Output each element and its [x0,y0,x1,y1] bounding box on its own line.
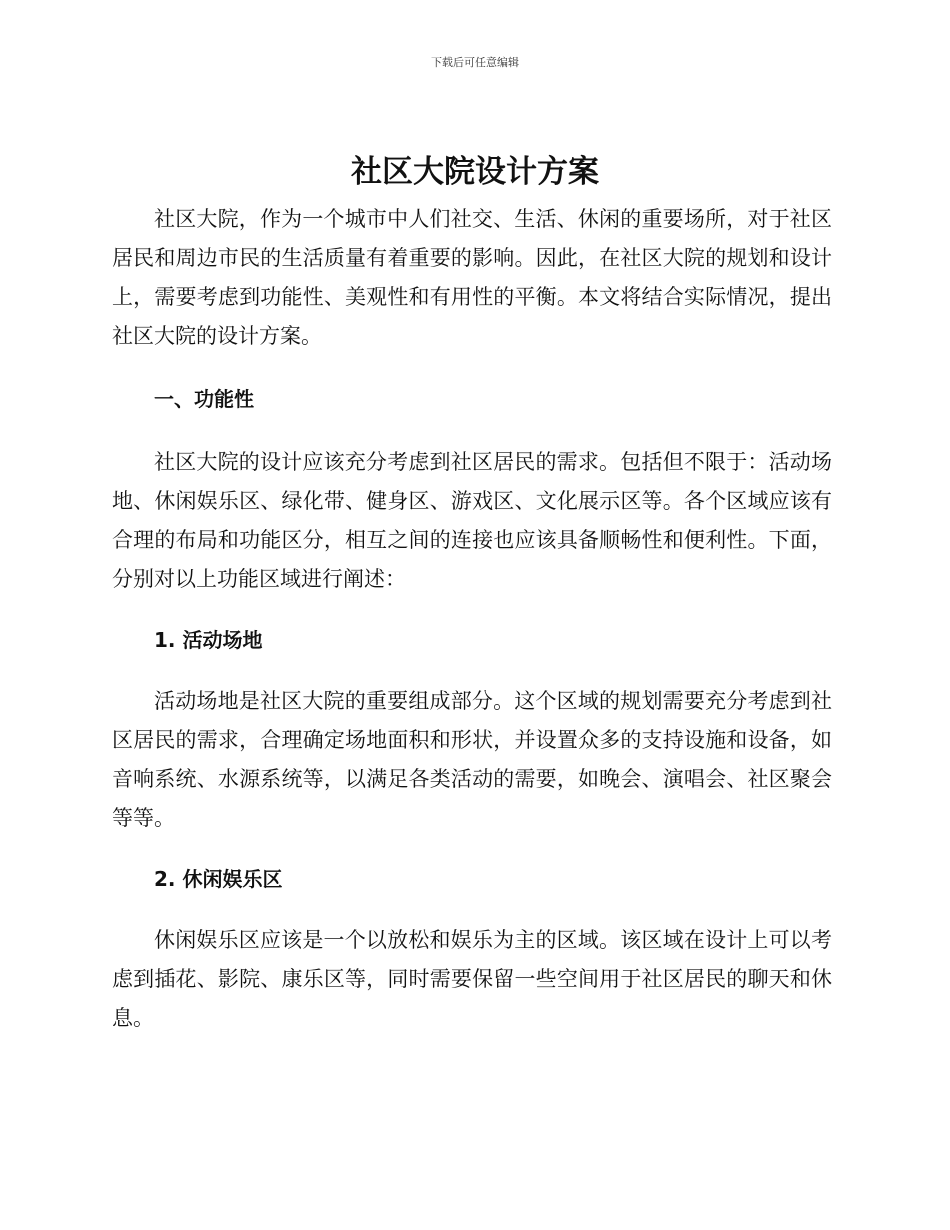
page-header-note: 下载后可任意编辑 [431,56,519,69]
intro-paragraph: 社区大院，作为一个城市中人们社交、生活、休闲的重要场所，对于社区居民和周边市民的生活质量有着重要的影响。因此，在社区大院的规划和设计上，需要考虑到功能性、美观性和有用性的平衡。本文将结合实际情况，提出社区大院的设计方案。 [112,207,832,348]
subsection-heading-activity-area: 1. 活动场地 [154,628,263,652]
subsection-paragraph-activity-area: 活动场地是社区大院的重要组成部分。这个区域的规划需要充分考虑到社区居民的需求，合理确定场地面积和形状，并设置众多的支持设施和设备，如音响系统、水源系统等，以满足各类活动的需要，如晚会、演唱会、社区聚会等等。 [112,689,832,830]
subsection-paragraph-leisure-area: 休闲娱乐区应该是一个以放松和娱乐为主的区域。该区域在设计上可以考虑到插花、影院、康乐区等，同时需要保留一些空间用于社区居民的聊天和休息。 [112,928,832,1030]
section-paragraph-functionality: 社区大院的设计应该充分考虑到社区居民的需求。包括但不限于：活动场地、休闲娱乐区、绿化带、健身区、游戏区、文化展示区等。各个区域应该有合理的布局和功能区分，相互之间的连接也应该具备顺畅性和便利性。下面，分别对以上功能区域进行阐述： [112,450,832,591]
document-title: 社区大院设计方案 [351,154,599,190]
section-heading-functionality: 一、功能性 [154,387,254,411]
document-body [112,200,832,1038]
subsection-heading-leisure-area: 2. 休闲娱乐区 [154,867,283,891]
